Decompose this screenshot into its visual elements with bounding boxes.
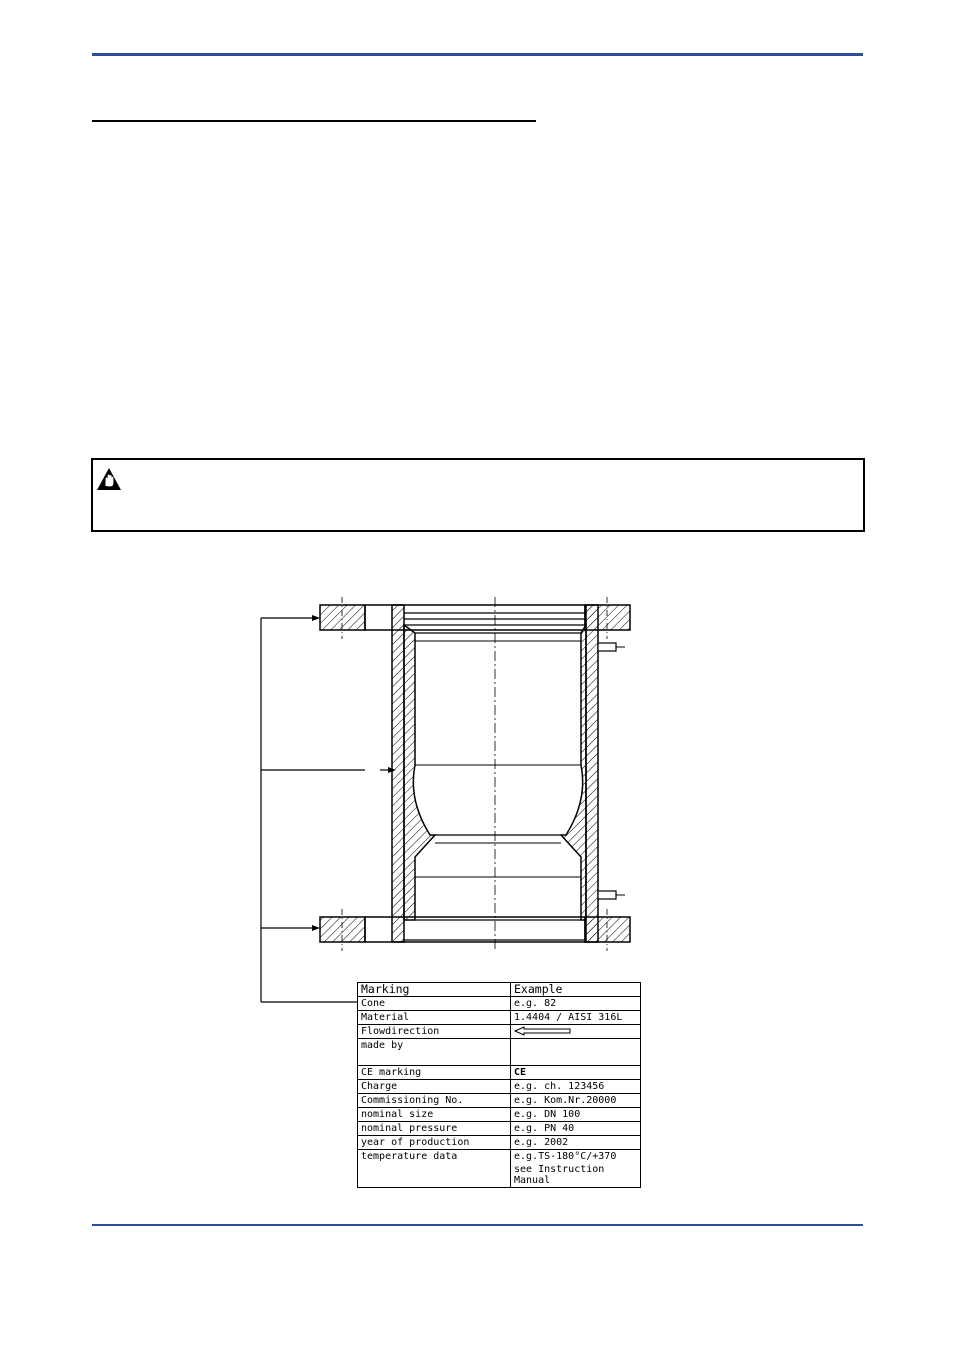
example-cell: 1.4404 / AISI 316L: [511, 1011, 641, 1025]
table-row: [358, 997, 641, 1011]
table-row: [358, 1122, 641, 1136]
table-row: [358, 1011, 641, 1025]
marking-table: [357, 982, 641, 1188]
marking-cell: made by: [358, 1039, 511, 1066]
middle-leader-arrow: [380, 765, 400, 775]
marking-cell: CE marking: [358, 1066, 511, 1080]
example-cell: e.g. 2002: [511, 1136, 641, 1150]
example-cell: e.g. ch. 123456: [511, 1080, 641, 1094]
table-row: [358, 1066, 641, 1080]
table-header-row: [358, 983, 641, 997]
warning-box: [91, 458, 865, 532]
marking-cell: temperature data: [358, 1150, 511, 1188]
cone-insert-left: [404, 625, 435, 920]
table-row: [358, 1080, 641, 1094]
example-cell: e.g. 82: [511, 997, 641, 1011]
marking-cell: Cone: [358, 997, 511, 1011]
table-row: [358, 1136, 641, 1150]
marking-cell: Flowdirection: [358, 1025, 511, 1039]
example-cell: [511, 1039, 641, 1066]
marking-leader-lines: [255, 595, 365, 1007]
example-cell: e.g. Kom.Nr.20000: [511, 1094, 641, 1108]
header-example: Example: [511, 983, 641, 997]
warning-hand-icon: [96, 467, 122, 491]
marking-cell: Material: [358, 1011, 511, 1025]
marking-cell: nominal pressure: [358, 1122, 511, 1136]
marking-cell: nominal size: [358, 1108, 511, 1122]
example-cell: see Instruction Manual: [511, 1163, 641, 1188]
pressure-tap-bottom: [598, 891, 616, 899]
table-row: [358, 1025, 641, 1039]
heading-underline: [92, 120, 536, 122]
header-marking: Marking: [358, 983, 511, 997]
header-rule: [92, 53, 863, 56]
ce-mark: CE: [511, 1066, 641, 1080]
footer-rule: [92, 1224, 863, 1226]
table-row: [358, 1150, 641, 1164]
marking-cell: year of production: [358, 1136, 511, 1150]
example-cell: e.g. DN 100: [511, 1108, 641, 1122]
pipe-wall-right: [586, 605, 598, 942]
marking-cell: Charge: [358, 1080, 511, 1094]
left-arrow-icon: [514, 1026, 572, 1036]
table-row: [358, 1108, 641, 1122]
example-cell: [511, 1025, 641, 1039]
marking-cell: Commissioning No.: [358, 1094, 511, 1108]
table-row: [358, 1094, 641, 1108]
table-row: [358, 1039, 641, 1066]
example-cell: e.g.TS-180°C/+370: [511, 1150, 641, 1164]
cone-insert-right: [561, 625, 586, 920]
example-cell: e.g. PN 40: [511, 1122, 641, 1136]
pressure-tap-top: [598, 643, 616, 651]
